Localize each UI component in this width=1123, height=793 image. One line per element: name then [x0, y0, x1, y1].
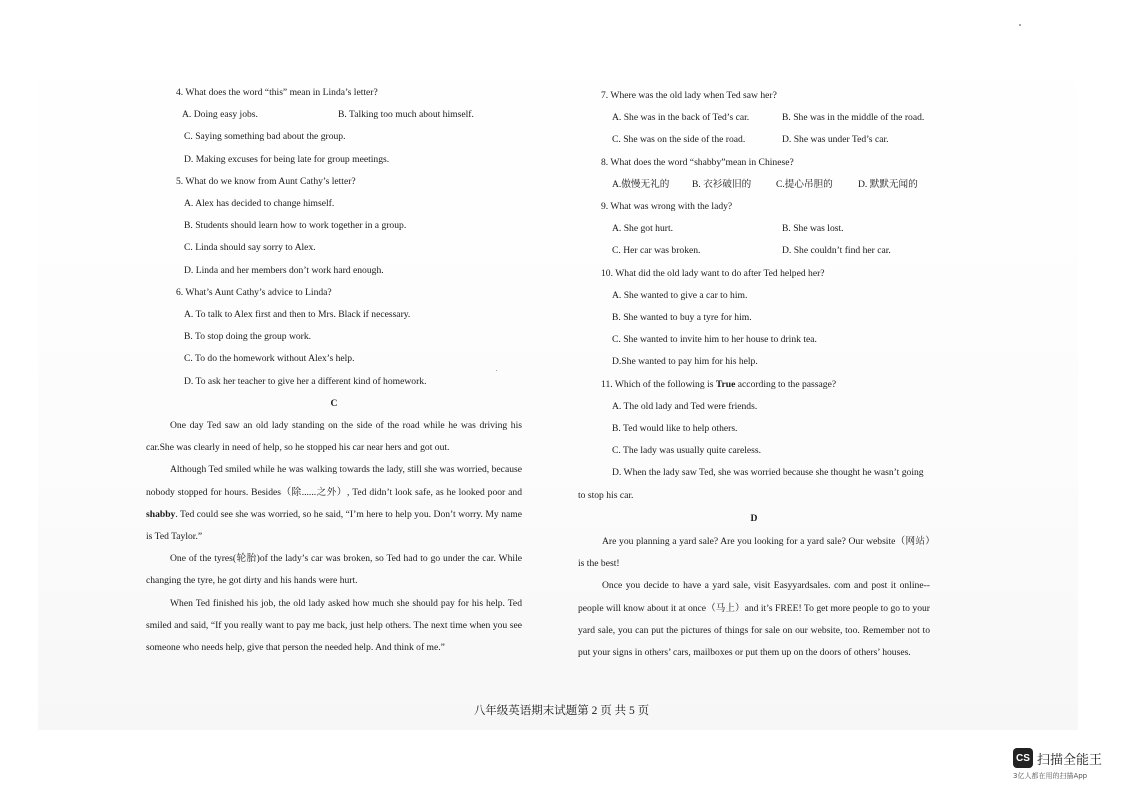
option-b: B. She was lost.	[782, 223, 844, 235]
keyword-shabby: shabby	[146, 508, 176, 520]
option-d: D. When the lady saw Ted, she was worried because she thought he wasn’t going	[612, 467, 924, 479]
question-stem: 10. What did the old lady want to do after Ted helped her?	[601, 267, 825, 279]
option-row	[578, 174, 930, 196]
passage-d	[578, 531, 930, 664]
page-footer	[0, 702, 1123, 718]
option-row	[578, 218, 930, 240]
passage-paragraph: When Ted finished his job, the old lady asked how much she should pay for his help. Ted smiled and said, “If you really want to pay me back, just help others. The next time when you see someone who needs help, give that person the needed help. And think of me.”	[146, 597, 522, 654]
question-8	[578, 152, 930, 196]
option-b: B. Ted would like to help others.	[612, 423, 738, 435]
option-c: C. Her car was broken.	[612, 245, 701, 257]
option-row	[578, 240, 930, 262]
option-d-continued: to stop his car.	[578, 489, 634, 501]
option-c: C. The lady was usually quite careless.	[612, 445, 762, 457]
right-column	[578, 85, 930, 664]
option-d: D. To ask her teacher to give her a different kind of homework.	[184, 375, 427, 387]
question-5	[146, 171, 522, 282]
option-c: C. Saying something bad about the group.	[184, 131, 346, 143]
passage-paragraph: Are you planning a yard sale? Are you looking for a yard sale? Our website（网站）is the best!	[578, 536, 930, 570]
option-b: B. Students should learn how to work together in a group.	[184, 220, 407, 232]
option-a: A. To talk to Alex first and then to Mrs. Black if necessary.	[184, 309, 411, 321]
option-b: B. Talking too much about himself.	[338, 109, 474, 121]
option-d: D. She was under Ted’s car.	[782, 134, 889, 146]
camscanner-badge-icon: CS	[1013, 748, 1033, 768]
option-row	[578, 107, 930, 129]
passage-paragraph: One of the tyres(轮胎)of the lady’s car was broken, so Ted had to go under the car. While changing the tyre, he got dirty and his hands were hurt.	[146, 553, 522, 587]
option-c: C. Linda should say sorry to Alex.	[184, 242, 316, 254]
option-b: B. She was in the middle of the road.	[782, 112, 925, 124]
page-number-text: 八年级英语期末试题第 2 页 共 5 页	[473, 705, 650, 717]
question-6	[146, 282, 522, 393]
passage-paragraph: One day Ted saw an old lady standing on the side of the road while he was driving his car.She was clearly in need of help, so he stopped his car near hers and got out.	[146, 420, 522, 454]
question-10	[578, 263, 930, 374]
option-row	[578, 129, 930, 151]
stem-text: according to the passage?	[735, 378, 837, 390]
option-d: D. Linda and her members don’t work hard enough.	[184, 264, 384, 276]
option-a: A.傲慢无礼的	[612, 178, 670, 190]
section-heading-d: D	[750, 512, 758, 524]
question-7	[578, 85, 930, 152]
scanner-app-name: 扫描全能王	[1037, 752, 1103, 768]
passage-text: . Ted could see she was worried, so he said, “I’m here to help you. Don’t worry. My name is Ted Taylor.”	[146, 508, 522, 543]
question-stem: 4. What does the word “this” mean in Linda’s letter?	[176, 87, 378, 98]
scanner-tagline: 3亿人都在用的扫描App	[1013, 772, 1088, 780]
question-11	[578, 374, 930, 507]
scan-speck	[1019, 24, 1021, 26]
passage-c	[146, 415, 522, 659]
question-stem	[578, 374, 930, 396]
scanner-logo	[1013, 748, 1102, 768]
question-stem: 9. What was wrong with the lady?	[601, 201, 733, 213]
option-c: C. She was on the side of the road.	[612, 134, 746, 146]
option-d: D.She wanted to pay him for his help.	[612, 356, 758, 368]
option-a: A. Doing easy jobs.	[182, 109, 258, 121]
option-b: B. 衣衫破旧的	[692, 178, 752, 190]
option-d: D. She couldn’t find her car.	[782, 245, 891, 257]
option-a: A. The old lady and Ted were friends.	[612, 400, 758, 412]
option-d: D. 默默无闻的	[858, 178, 918, 190]
stem-text: 11. Which of the following is	[601, 378, 716, 390]
option-c: C.提心吊胆的	[776, 178, 833, 190]
option-a: A. Alex has decided to change himself.	[184, 198, 335, 210]
passage-paragraph	[146, 459, 522, 548]
option-c: C. She wanted to invite him to her house to drink tea.	[612, 334, 817, 346]
question-stem: 5. What do we know from Aunt Cathy’s letter?	[176, 175, 356, 187]
option-b: B. To stop doing the group work.	[184, 331, 312, 343]
passage-paragraph: Once you decide to have a yard sale, visit Easyyardsales. com and post it online--people will know about it at once（马上）and it’s FREE! To get more people to go to your yard sale, you can put the pictures of things for sale on our website, too. Remember not to put your signs in others’ cars, mailboxes or put them up on the doors of others’ houses.	[578, 580, 930, 659]
option-a: A. She was in the back of Ted’s car.	[612, 112, 750, 124]
question-4	[146, 82, 522, 171]
option-d: D. Making excuses for being late for group meetings.	[184, 153, 390, 165]
question-stem: 8. What does the word “shabby”mean in Chinese?	[601, 156, 794, 168]
stem-keyword: True	[715, 378, 736, 390]
section-heading-c: C	[330, 397, 338, 409]
left-column	[146, 82, 522, 659]
question-stem: 6. What’s Aunt Cathy’s advice to Linda?	[176, 286, 332, 298]
option-b: B. She wanted to buy a tyre for him.	[612, 312, 752, 324]
question-stem: 7. Where was the old lady when Ted saw her?	[601, 90, 777, 101]
passage-text: Although Ted smiled while he was walking towards the lady, still she was worried, because nobody stopped for hours. Besides（除......之外）, Ted didn’t look safe, as he looked poor and	[146, 464, 522, 498]
option-a: A. She got hurt.	[612, 223, 674, 235]
option-a: A. She wanted to give a car to him.	[612, 289, 748, 301]
question-9	[578, 196, 930, 263]
option-c: C. To do the homework without Alex’s help.	[184, 353, 355, 365]
option-row	[146, 104, 522, 126]
